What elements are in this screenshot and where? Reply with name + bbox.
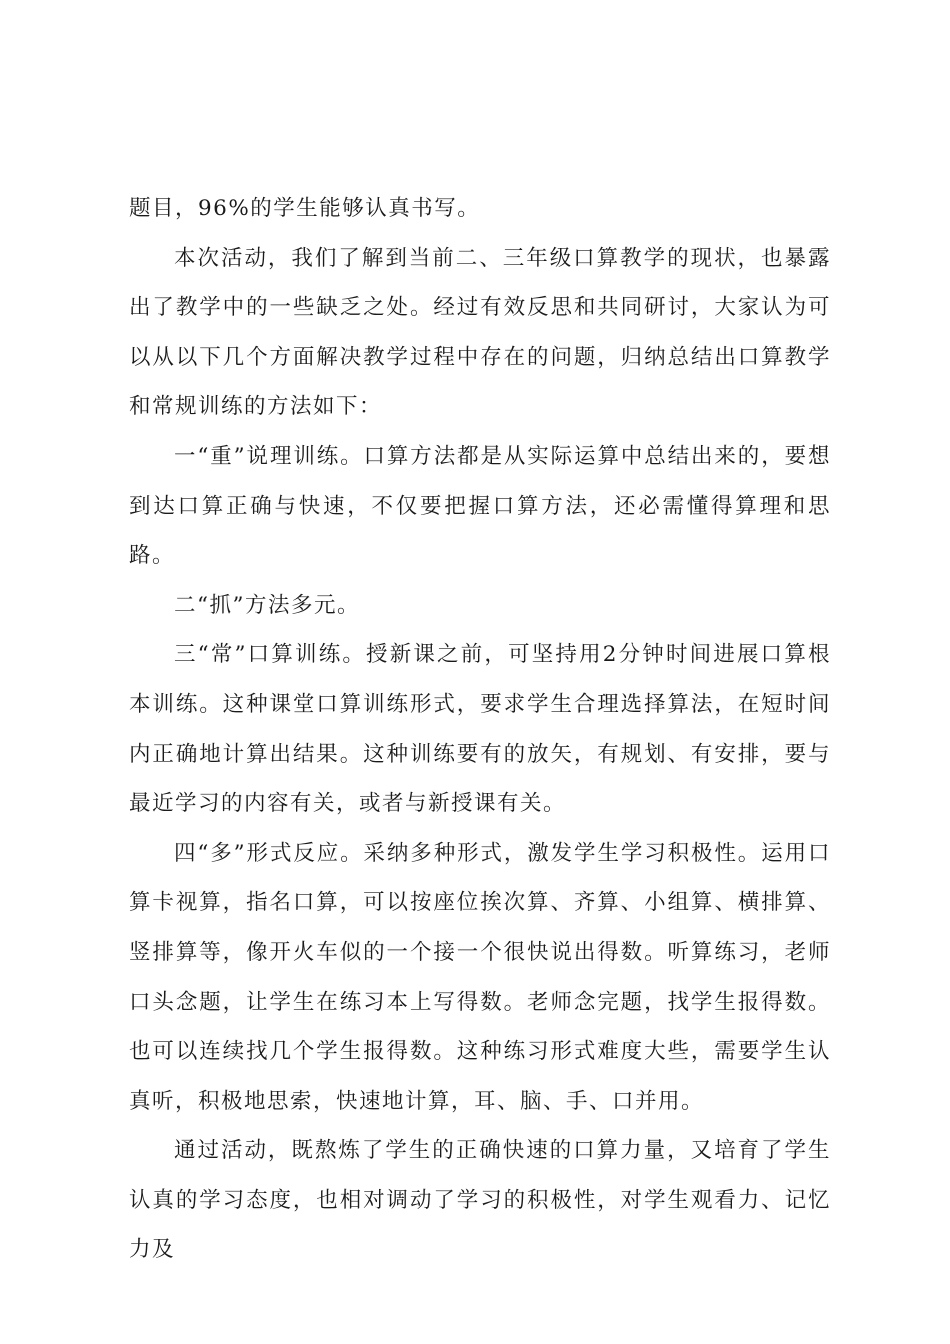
paragraph-2: 一“重”说理训练。口算方法都是从实际运算中总结出来的，要想到达口算正确与快速，不仅要把握口算方法，还必需懂得算理和思路。 — [129, 443, 831, 569]
paragraph-6: 通过活动，既熬炼了学生的正确快速的口算力量，又培育了学生认真的学习态度，也相对调动了学习的积极性，对学生观看力、记忆力及 — [129, 1138, 831, 1263]
document-body — [129, 184, 831, 1275]
paragraph-0: 题目，96%的学生能够认真书写。 — [129, 196, 481, 221]
paragraph-5: 四“多”形式反应。采纳多种形式，激发学生学习积极性。运用口算卡视算，指名口算，可以按座位挨次算、齐算、小组算、横排算、竖排算等，像开火车似的一个接一个很快说出得数。听算练习，老师口头念题，让学生在练习本上写得数。老师念完题，找学生报得数。也可以连续找几个学生报得数。这种练习形式难度大些，需要学生认真听，积极地思索，快速地计算，耳、脑、手、口并用。 — [129, 840, 831, 1114]
paragraph-4: 三“常”口算训练。授新课之前，可坚持用2分钟时间进展口算根本训练。这种课堂口算训练形式，要求学生合理选择算法，在短时间内正确地计算出结果。这种训练要有的放矢，有规划、有安排，要与最近学习的内容有关，或者与新授课有关。 — [129, 642, 831, 817]
paragraph-1: 本次活动，我们了解到当前二、三年级口算教学的现状，也暴露出了教学中的一些缺乏之处。经过有效反思和共同研讨，大家认为可以从以下几个方面解决教学过程中存在的问题，归纳总结出口算教学和常规训练的方法如下： — [129, 245, 831, 420]
paragraph-3: 二“抓”方法多元。 — [174, 592, 360, 618]
